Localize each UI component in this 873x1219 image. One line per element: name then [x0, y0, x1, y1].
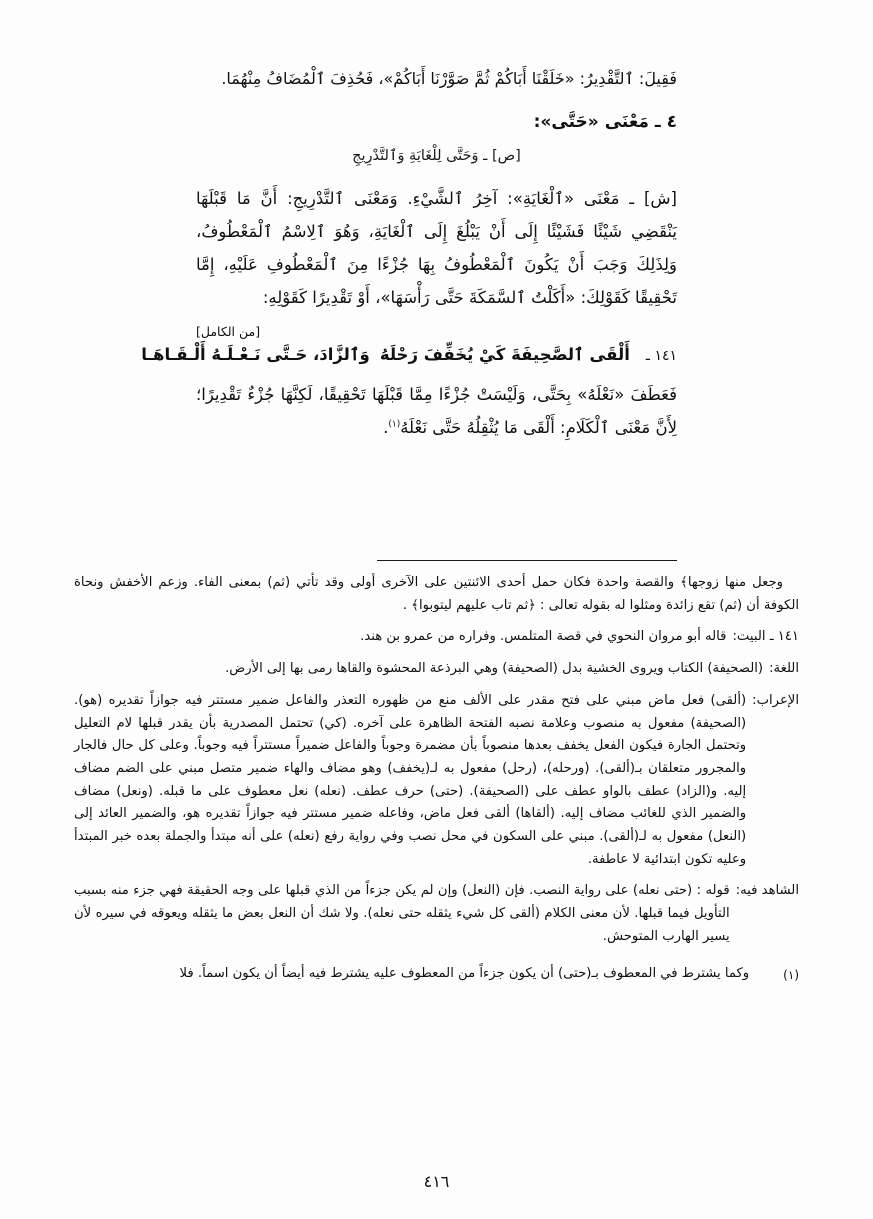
verse-second-hemistich: وَٱلزَّادَ، حَـتَّى نَـعْـلَـهُ أَلْـقَـاهَـا — [141, 345, 370, 365]
footnote-reference: (١) — [388, 419, 401, 430]
footnote-lugha-text: (الصحيفة) الكتاب ويروى الخشية بدل (الصحيفة) وهي البرذعة المحشوة والقاها رمى بها إلى الأرض. — [225, 661, 764, 677]
footnote-divider — [377, 560, 677, 561]
footnote-one-marker: (١) — [783, 967, 799, 982]
footnote-shahid-text: قوله : (حتى نعله) على رواية النصب. فإن (النعل) وإن لم يكن جزءاً من الذي قبلها على وجه الحقيقة فهي جزء منه بسبب التأويل فيما قبلها. لأن معنى الكلام (ألقى كل شيء يثقله حتى نعله). ولا شك أن النعل بعض ما يثقله ويعوقه في سيره لأن يسير الهارب المتوحش. — [74, 883, 730, 944]
footnote-lugha-tag: اللغة: — [769, 661, 799, 677]
footnote-one — [74, 963, 799, 986]
post-verse-text: فَعَطَفَ «نَعْلَهُ» بِحَتَّى، وَلَيْسَتْ جُزْءًا مِمَّا قَبْلَهَا تَحْقِيقًا، لَكِنَّهَا جُزْءٌ تَقْدِيرًا؛ لِأَنَّ مَعْنَى ٱلْكَلَامِ: أَلْقَى مَا يُثْقِلُهُ حَتَّى نَعْلَهُ — [196, 385, 677, 438]
footnote-shahid — [74, 880, 799, 948]
footnote-lugha — [74, 658, 799, 681]
verse-line — [141, 345, 677, 365]
footnote-irab-text: (ألقى) فعل ماض مبني على فتح مقدر على الألف منع من ظهوره التعذر والفاعل ضمير مستتر فيه جوازاً تقديره (هو). (الصحيفة) مفعول به منصوب وعلامة نصبه الفتحة الظاهرة على آخره. (كي) تحتمل المصدرية بأن يقدر قبلها لام التعليل وتحتمل الجارة فيكون الفعل يخفف بعدها منصوباً بأن مضمرة وجوباً والفاعل ضميراً مستتراً فيه وجوباً. وعلى كل حال فالجار والمجرور متعلقان بـ(ألقى). (ورحله)، (رحل) مفعول به لـ(يخفف) وهو مضاف والهاء ضمير متصل مبني على الضم مضاف إليه. و(الزاد) عطف بالواو عطف على (الصحيفة). (حتى) حرف عطف. (نعله) نعل معطوف على ما قبله. (ونعل) مضاف والضمير الذي للغائب مضاف إليه. (ألقاها) ألقى فعل ماض، وفاعله ضمير مستتر فيه جوازاً تقديره هو، والضمير العائد إلى (النعل) مفعول به لـ(ألقى). مبني على السكون في محل نصب وفي رواية رفع (نعله) على أنه مبتدأ والجملة بعده خبر المبتدأ وعليه تكون ابتدائية لا عاطفة. — [74, 692, 747, 867]
footnote-continued: وجعل منها زوجها﴾ والقصة واحدة فكان حمل أحدى الائنتين على الآخرى أولى وقد تأتي (ثم) بمعنى الفاء. وزعم الأخفش ونحاة الكوفة أن (ثم) تقع زائدة ومثلوا له بقوله تعالى : ﴿ثم تاب عليهم ليتوبوا﴾ . — [74, 575, 799, 613]
verse-number: ١٤١ ـ — [645, 348, 677, 365]
matn-quote: [ص] ـ وَحَتَّى لِلْغَايَةِ وَٱلتَّدْرِيجِ — [352, 148, 521, 165]
footnote-shahid-tag: الشاهد فيه: — [735, 883, 799, 899]
footnote-one-text: وكما يشترط في المعطوف بـ(حتى) أن يكون جزءاً من المعطوف عليه يشترط فيه أيضاً أن يكون اسماً. فلا — [179, 965, 750, 981]
footnote-verse-source — [74, 626, 799, 649]
commentary-paragraph: [ش] ـ مَعْنَى «ٱلْغَايَةِ»: آخِرُ ٱلشَّيْءِ. وَمَعْنَى ٱلتَّدْرِيجِ: أَنَّ مَا قَبْلَهَا يَنْقَضِي شَيْئًا فَشَيْئًا إِلَى أَنْ يَبْلُغَ إِلَى ٱلْغَايَةِ، وَهُوَ ٱلِاسْمُ ٱلْمَعْطُوفُ، وَلِذَلِكَ وَجَبَ أَنْ يَكُونَ ٱلْمَعْطُوفُ بِهَا جُزْءًا مِنَ ٱلْمَعْطُوفِ عَلَيْهِ، إِمَّا تَحْقِيقًا كَقَوْلِكَ: «أَكَلْتُ ٱلسَّمَكَةَ حَتَّى رَأْسَهَا»، أَوْ تَقْدِيرًا كَقَوْلِهِ: — [196, 189, 677, 308]
footnote-irab-tag: الإعراب: — [752, 692, 799, 708]
verse-first-hemistich: أَلْقَى ٱلصَّحِيفَةَ كَيْ يُخَفِّفَ رَحْلَهُ — [379, 345, 630, 365]
page-number: ٤١٦ — [423, 1172, 450, 1191]
post-verse-paragraph — [196, 378, 677, 444]
main-text-body — [141, 64, 677, 444]
footnote-verse-source-tag: ١٤١ ـ البيت: — [732, 629, 799, 645]
post-verse-end: . — [383, 418, 389, 438]
intro-paragraph: فَقِيلَ: ٱلتَّقْدِيرُ: «خَلَقْنَا أَبَاكُمْ ثُمَّ صَوَّرْنَا أَبَاكُمْ»، فَحُذِفَ ٱلْمُضَافُ مِنْهُمَا. — [221, 69, 677, 88]
footnotes-section — [74, 572, 799, 985]
footnote-verse-source-text: قاله أبو مروان النحوي في قصة المتلمس. وفراره من عمرو بن هند. — [360, 629, 727, 645]
footnote-irab — [74, 690, 799, 872]
section-heading: ٤ ـ مَعْنَى «حَتَّى»: — [533, 112, 677, 133]
verse-meter-tag: [من الكامل] — [196, 324, 261, 340]
